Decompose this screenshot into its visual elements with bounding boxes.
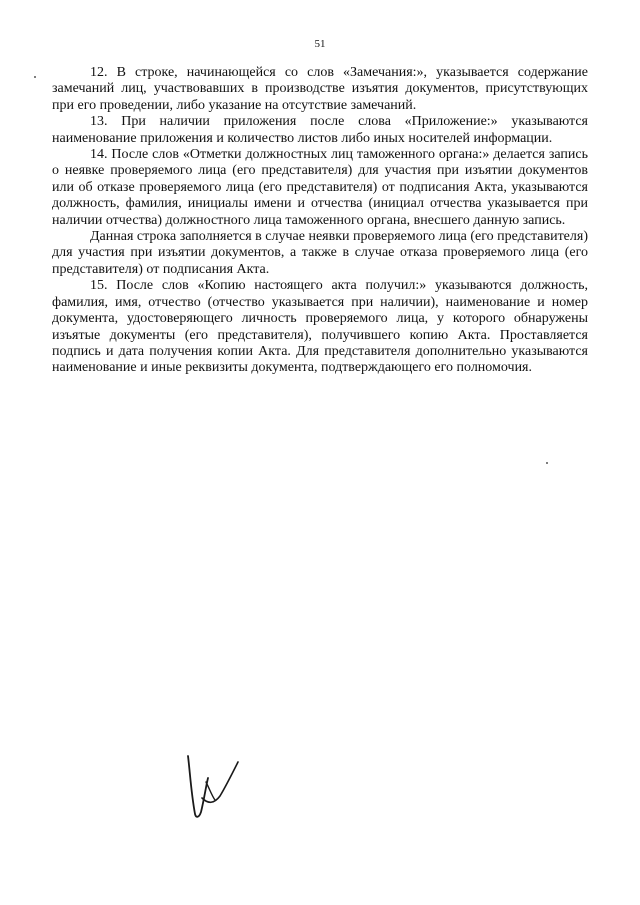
paragraph-14-note: Данная строка заполняется в случае неявки проверяемого лица (его представителя) для участия при изъятии документов, а также в случае отказа проверяемого лица (его представителя) от подписания Акта. (52, 229, 588, 277)
paragraph-14: 14. После слов «Отметки должностных лиц таможенного органа:» делается запись о неявке проверяемого лица (его представителя) для участия при изъятии документов или об отказе проверяемого лица (его представителя) от подписания Акта, указываются должность, фамилия, инициалы имени и отчества (инициал отчества указывается при наличии отчества) должностного лица таможенного органа, внесшего данную запись. (52, 147, 588, 228)
scan-speck (546, 462, 548, 464)
paragraph-12: 12. В строке, начинающейся со слов «Замечания:», указывается содержание замечаний лиц, участвовавших в производстве изъятия документов, присутствующих при его проведении, либо указание на отсутствие замечаний. (52, 65, 588, 113)
paragraph-13: 13. При наличии приложения после слова «Приложение:» указываются наименование приложения и количество листов либо иных носителей информации. (52, 114, 588, 146)
paragraph-15: 15. После слов «Копию настоящего акта получил:» указываются должность, фамилия, имя, отчество (отчество указывается при наличии), наименование и номер документа, удостоверяющего личность проверяемого лица, у которого обнаружены изъятые документы (его представителя), получившего копию Акта. Проставляется подпись и дата получения копии Акта. Для представителя дополнительно указываются наименование и иные реквизиты документа, подтверждающего его полномочия. (52, 278, 588, 376)
document-body (52, 65, 588, 377)
scan-speck (34, 76, 36, 78)
handwritten-signature-icon (182, 752, 246, 824)
page-number: 51 (314, 38, 326, 50)
